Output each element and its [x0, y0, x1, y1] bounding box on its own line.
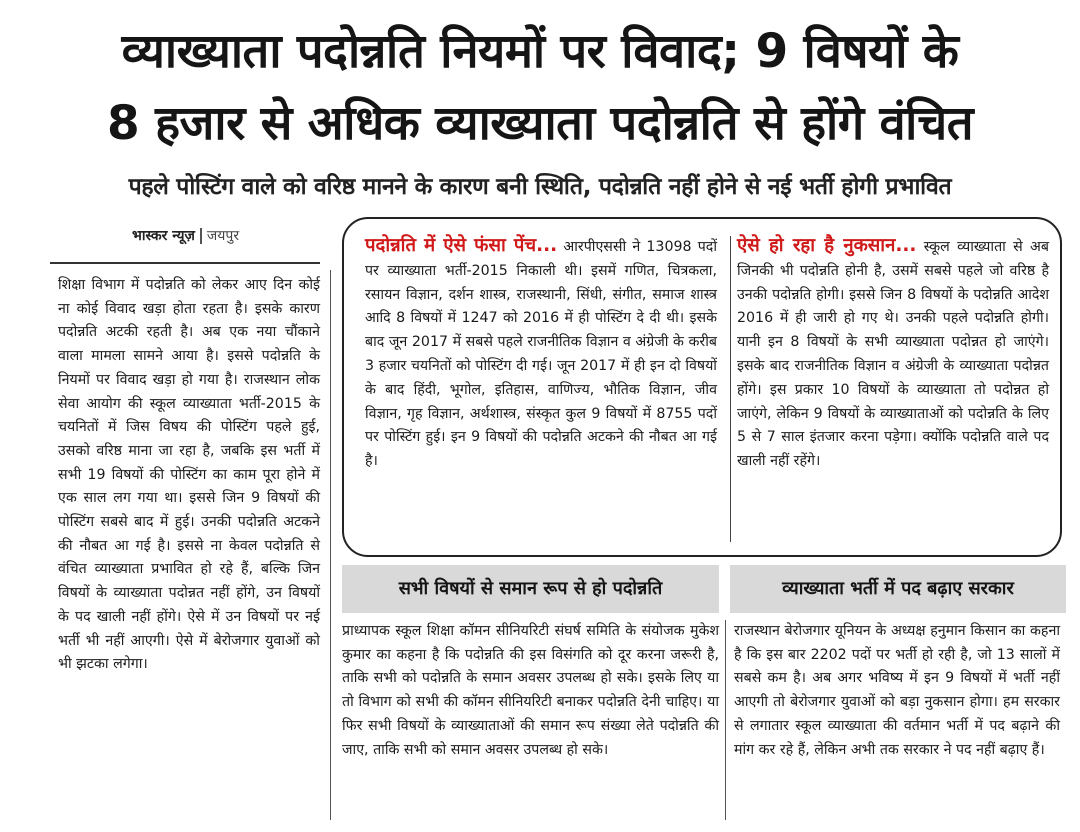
- byline-source: भास्कर न्यूज़: [132, 228, 195, 244]
- byline-rule: [50, 262, 320, 264]
- explainer-right-body: स्कूल व्याख्याता से अब जिनकी भी पदोन्नति होनी है, उसमें सबसे पहले जो वरिष्ठ है उनकी पदोन्नति होगी। इससे जिन 8 विषयों के पदोन्नति आदेश 2016 में ही जारी हो गए थे। उनकी पहले पदोन्नति होगी। यानी इन 8 विषयों के सभी व्याख्याता पदोन्नत हो जाएंगे। इसके बाद राजनीतिक विज्ञान व अंग्रेजी के व्याख्याता पदोन्नत होंगे। इस प्रकार 10 विषयों के व्याख्याता तो पदोन्नत हो जाएंगे, लेकिन 9 विषयों के व्याख्याताओं को पदोन्नति के लिए 5 से 7 साल इंतजार करना पड़ेगा। क्योंकि पदोन्नति वाले पद खाली नहीं रहेंगे।: [737, 239, 1049, 470]
- explainer-right-heading: ऐसे हो रहा है नुकसान...: [737, 235, 917, 256]
- column-divider-right: [725, 620, 726, 820]
- explainer-right: [737, 234, 1049, 474]
- explainer-left: [365, 234, 717, 474]
- byline-separator: [200, 228, 202, 244]
- headline-line-1: व्याख्याता पदोन्नति नियमों पर विवाद; 9 विषयों के: [121, 24, 959, 79]
- main-story-text: शिक्षा विभाग में पदोन्नति को लेकर आए दिन कोई ना कोई विवाद खड़ा होता रहता है। इसके कारण पदोन्नति अटकी रहती है। अब एक नया चौंकाने वाला मामला सामने आया है। इससे पदोन्नति के नियमों पर विवाद खड़ा हो गया है। राजस्थान लोक सेवा आयोग की स्कूल व्याख्याता भर्ती-2015 के चयनितों में जिस विषय की पोस्टिंग पहले हुई, उसको वरिष्ठ माना जा रहा है, जबकि इस भर्ती में सभी 19 विषयों की पोस्टिंग का काम पूरा होने में एक साल लग गया था। इससे जिन 9 विषयों की पोस्टिंग सबसे बाद में हुई। उनकी पदोन्नति अटकने की नौबत आ गई है। इससे ना केवल पदोन्नति से वंचित व्याख्याता प्रभावित हो रहे हैं, बल्कि जिन विषयों के व्याख्याता पदोन्नत नहीं होंगे, उन विषयों के पद खाली नहीं होंगे। ऐसे में उन विषयों पर नई भर्ती भी नहीं आएगी। ऐसे में बेरोजगार युवाओं को भी झटका लगेगा।: [58, 277, 320, 673]
- explainer-left-heading: पदोन्नति में ऐसे फंसा पेंच...: [365, 235, 558, 256]
- byline-city: जयपुर: [206, 228, 240, 244]
- column-divider-left: [330, 270, 331, 820]
- section-mid-body: प्राध्यापक स्कूल शिक्षा कॉमन सीनियरिटी संघर्ष समिति के संयोजक मुकेश कुमार का कहना है कि पदोन्नति की इस विसंगति को दूर करना जरूरी है, ताकि सभी को पदोन्नति के समान अवसर उपलब्ध हो सके। इसके लिए या तो विभाग को सभी की कॉमन सीनियरिटी बनाकर पदोन्नति देनी चाहिए। या फिर सभी विषयों के व्याख्याताओं की समान रूप संख्या लेते पदोन्नति की जाए, ताकि सभी को समान अवसर उपलब्ध हो सके।: [342, 623, 719, 758]
- explainer-box-divider: [730, 236, 731, 542]
- subheadline: पहले पोस्टिंग वाले को वरिष्ठ मानने के कारण बनी स्थिति, पदोन्नति नहीं होने से नई भर्ती होगी प्रभावित: [128, 174, 952, 200]
- explainer-left-body: आरपीएससी ने 13098 पदों पर व्याख्याता भर्ती-2015 निकाली थी। इसमें गणित, चित्रकला, रसायन विज्ञान, दर्शन शास्त्र, राजस्थानी, सिंधी, संगीत, समाज शास्त्र आदि 8 विषयों में 1247 को 2016 में ही पोस्टिंग दे दी थी। इसके बाद जून 2017 में सबसे पहले राजनीतिक विज्ञान व अंग्रेजी के करीब 3 हजार चयनितों को पोस्टिंग दी गई। जून 2017 में ही इन दो विषयों के बाद हिंदी, भूगोल, इतिहास, वाणिज्य, भौतिक विज्ञान, जीव विज्ञान, गृह विज्ञान, अर्थशास्त्र, संस्कृत कुल 9 विषयों में 8755 पदों पर पोस्टिंग हुई। इन 9 विषयों की पदोन्नति अटकने की नौबत आ गई है।: [365, 239, 717, 470]
- headline-line-2: 8 हजार से अधिक व्याख्याता पदोन्नति से होंगे वंचित: [107, 96, 973, 151]
- section-mid-title: सभी विषयों से समान रूप से हो पदोन्नति: [342, 565, 719, 613]
- byline: [132, 226, 239, 245]
- section-right-body: राजस्थान बेरोजगार यूनियन के अध्यक्ष हनुमान किसान का कहना है कि इस बार 2202 पदों पर भर्ती हो रही है, जो 13 सालों में सबसे कम है। अब अगर भविष्य में इन 9 विषयों में भर्ती नहीं आएगी तो बेरोजगार युवाओं को बड़ा नुकसान होगा। हम सरकार से लगातार स्कूल व्याख्याता की वर्तमान भर्ती में पद बढ़ाने की मांग कर रहे हैं, लेकिन अभी तक सरकार ने पद नहीं बढ़ाए हैं।: [734, 623, 1060, 758]
- section-right-title: व्याख्याता भर्ती में पद बढ़ाए सरकार: [730, 565, 1066, 613]
